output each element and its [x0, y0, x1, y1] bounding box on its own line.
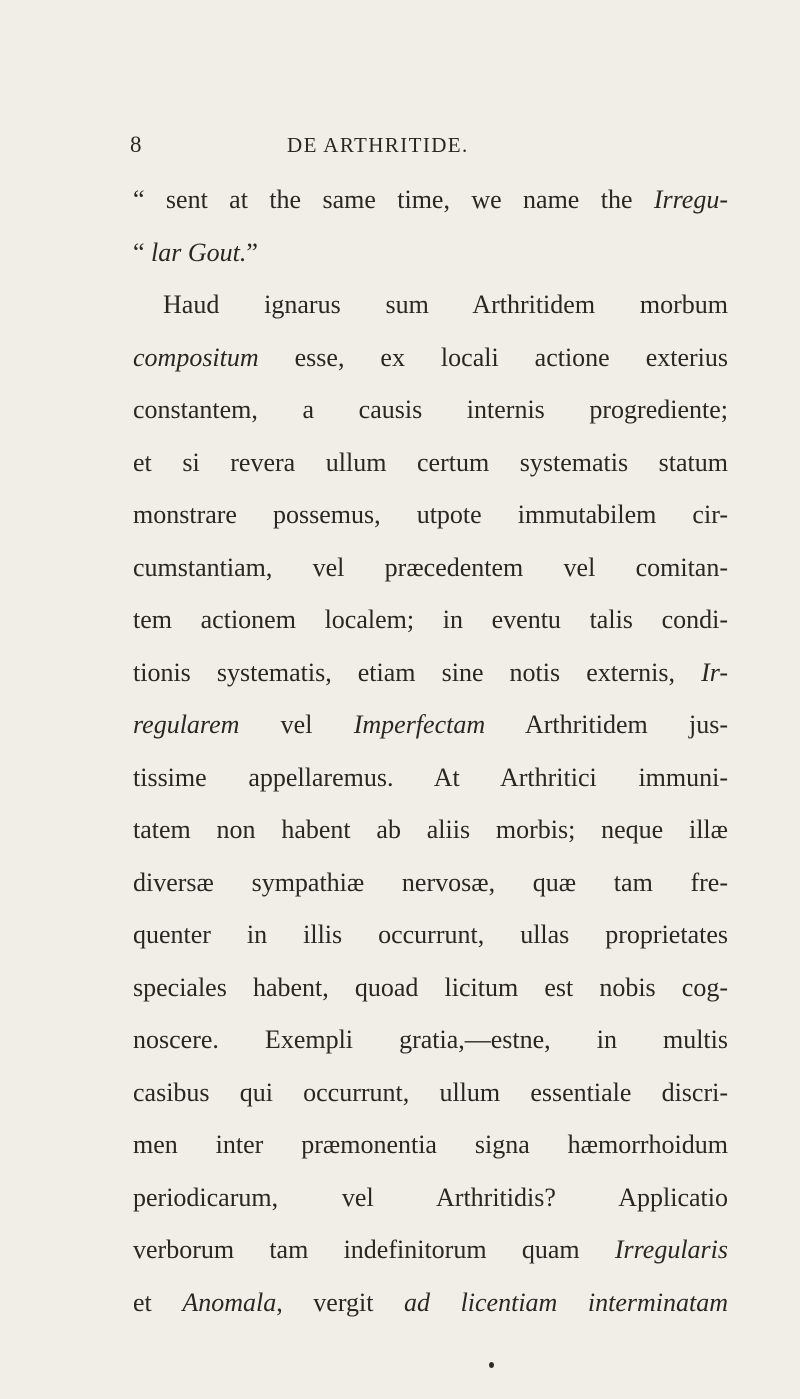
ink-speck: [489, 1362, 494, 1368]
text-line-10: tionis systematis, etiam sine notis externis, Ir-: [133, 657, 728, 687]
body-text: [133, 183, 728, 1338]
text-line-20: periodicarum, vel Arthritidis? Applicatio: [133, 1182, 728, 1212]
text-line-3: Haud ignarus sum Arthritidem morbum: [163, 290, 728, 319]
text-line-7: monstrare possemus, utpote immutabilem cir-: [133, 500, 728, 529]
text-line-18: casibus qui occurrunt, ullum essentiale discri-: [133, 1077, 728, 1107]
page-number: 8: [130, 132, 142, 157]
text-line-9: tem actionem localem; in eventu talis condi-: [133, 605, 728, 634]
text-line-21: verborum tam indefinitorum quam Irregularis: [133, 1235, 728, 1264]
text-line-16: speciales habent, quoad licitum est nobis cog-: [133, 972, 728, 1002]
text-line-22: et Anomala, vergit ad licentiam interminatam: [133, 1287, 728, 1317]
text-line-14: diversæ sympathiæ nervosæ, quæ tam fre-: [133, 867, 728, 897]
text-line-4: compositum esse, ex locali actione exterius: [133, 342, 728, 372]
text-line-15: quenter in illis occurrunt, ullas proprietates: [133, 920, 728, 949]
text-line-12: tissime appellaremus. At Arthritici immuni-: [133, 762, 728, 792]
text-line-19: men inter præmonentia signa hæmorrhoidum: [133, 1130, 728, 1159]
text-line-13: tatem non habent ab aliis morbis; neque illæ: [133, 815, 728, 844]
running-title: DE ARTHRITIDE.: [287, 133, 469, 157]
text-line-8: cumstantiam, vel præcedentem vel comitan-: [133, 552, 728, 582]
text-line-1: “ sent at the same time, we name the Irregu-: [133, 185, 728, 214]
running-head: [130, 130, 730, 170]
text-line-5: constantem, a causis internis progrediente;: [133, 395, 728, 424]
text-line-11: regularem vel Imperfectam Arthritidem jus-: [133, 710, 728, 739]
text-line-2: “ lar Gout.”: [133, 237, 258, 267]
text-line-6: et si revera ullum certum systematis statum: [133, 447, 728, 477]
text-line-17: noscere. Exempli gratia,—estne, in multis: [133, 1025, 728, 1054]
